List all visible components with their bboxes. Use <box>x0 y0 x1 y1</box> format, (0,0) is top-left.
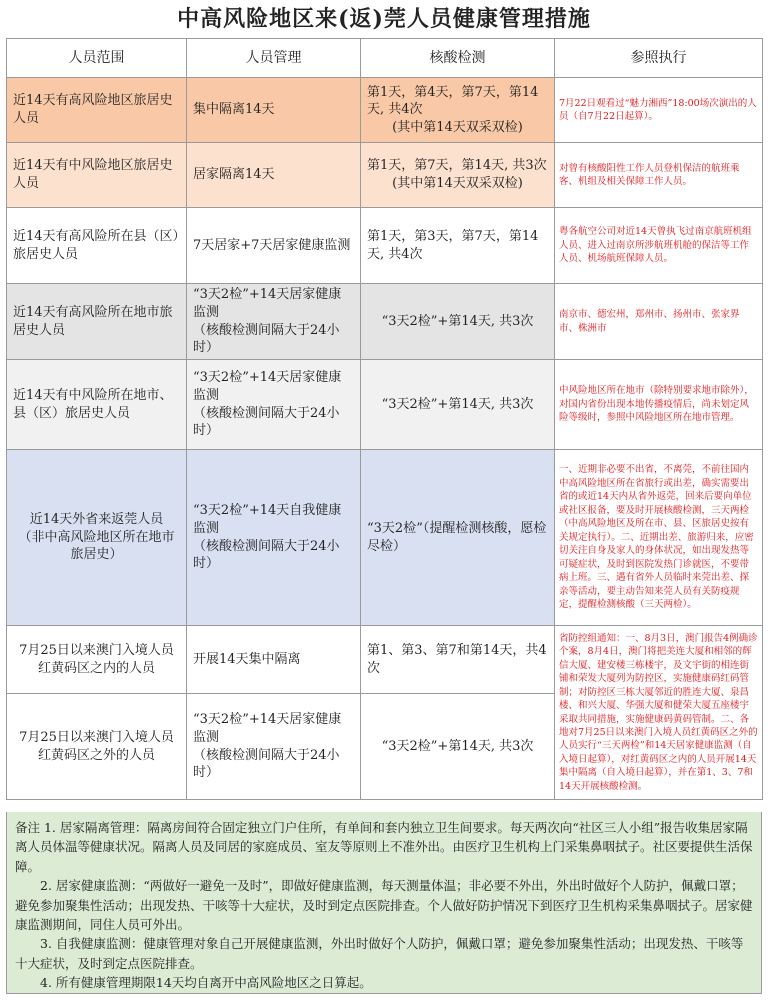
management-line: “3天2检”+14天居家健康监测 <box>193 287 342 320</box>
testing-cell: “3天2检”+第14天, 共3次 <box>361 694 555 800</box>
page-title: 中高风险地区来(返)莞人员健康管理措施 <box>177 6 591 32</box>
testing-cell: 第1、第3、第7和第14天，共4次 <box>361 626 555 694</box>
reference-cell: 南京市、德宏州，郑州市、扬州市、张家界市、株洲市 <box>555 284 763 360</box>
reference-cell: 7月22日观看过“魅力湘西”18:00场次演出的人员（自7月22日起算）。 <box>555 78 763 143</box>
testing-cell: “3天2检”（提醒检测核酸，愿检尽检） <box>361 450 555 626</box>
testing-note: (其中第14天双采双检) <box>392 176 523 191</box>
management-note: （核酸检测间隔大于24小时） <box>193 322 340 356</box>
scope-line: 近14天外省来返莞人员 <box>29 512 164 528</box>
management-cell: 居家隔离14天 <box>187 143 361 208</box>
table-row <box>7 78 763 143</box>
scope-cell: 7月25日以来澳门入境人员红黄码区之内的人员 <box>7 626 187 694</box>
management-note: （核酸检测间隔大于24小时） <box>193 747 340 781</box>
table-row <box>7 450 763 626</box>
scope-cell: 7月25日以来澳门入境人员红黄码区之外的人员 <box>7 694 187 800</box>
management-note: （核酸检测间隔大于24小时） <box>193 405 340 439</box>
notes-section <box>6 812 762 994</box>
management-cell <box>187 284 361 360</box>
management-line: “3天2检”+14天自我健康监测 <box>193 503 342 536</box>
note-item: 备注 1. 居家隔离管理：隔离房间符合固定独立门户住所，有单间和套内独立卫生间要求。每天两次向“社区三人小组”报告收集居家隔离人员体温等健康状况。隔离人员及同居的家庭成员、室友等原则上不准外出。由医疗卫生机构上门采集鼻咽拭子。社区要提供生活保障。 <box>15 820 753 874</box>
management-line: “3天2检”+14天居家健康监测 <box>193 370 342 403</box>
table-row <box>7 284 763 360</box>
reference-cell: 一、近期非必要不出省，不离莞，不前往国内中高风险地区所在省旅行或出差，确实需要出省的或近14天内从省外返莞，回来后要向单位或社区报备，要及时开展核酸检测，三天两检（中高风险地区及所在市、县、区旅居史按有关规定执行）。二、近期出差、旅游归来，应密切关注自身及家人的身体状况，如出现发热等可疑症状，及时到医院发热门诊就医，不要带病上班。三、遇有省外人员临时来莞出差、探亲等活动，要主动告知来莞人员有关防疫规定，提醒检测核酸（三天两检）。 <box>555 450 763 626</box>
note-item: 4. 所有健康管理期限14天均自离开中高风险地区之日算起。 <box>40 975 372 990</box>
reference-cell-macau: 省防控组通知：一、8月3日，澳门报告4例确诊个案，8月4日，澳门将把美连大厦和相邻的辉信大厦、建安楼三栋楼宇，及文宇街的相连街铺和荣发大厦列为防控区，实施健康码红码管制；对防控区三栋大厦邻近的胜连大厦、泉昌楼、和兴大厦、华强大厦和健荣大厦五座楼宇采取共同措施，实施健康码黄码管制。二、各地对7月25日以来澳门入境人员红黄码区之外的人员实行“三天两检”和14天居家健康监测（自入境日起算），对红黄码区之内的人员开展14天集中隔离（自入境日起算），并在第1、3、7和14天开展核酸检测。 <box>555 626 763 800</box>
reference-cell: 对曾有核酸阳性工作人员登机保洁的航班乘客、机组及相关保障工作人员。 <box>555 143 763 208</box>
testing-line: 第1天，第7天，第14天, 共3次 <box>367 158 547 174</box>
management-cell: 7天居家+7天居家健康监测 <box>187 208 361 284</box>
header-management: 人员管理 <box>187 39 361 78</box>
testing-cell <box>361 143 555 208</box>
management-cell: 集中隔离14天 <box>187 78 361 143</box>
note-item: 3. 自我健康监测：健康管理对象自己开展健康监测，外出时做好个人防护，佩戴口罩；避免参加聚集性活动；出现发热、干咳等十大症状，及时到定点医院排查。 <box>15 936 744 971</box>
header-testing: 核酸检测 <box>361 39 555 78</box>
reference-cell: 中风险地区所在地市（除特别要求地市除外），对国内省份出现本地传播疫情后，尚未划定风险等级时，参照中风险地区所在地市管理。 <box>555 360 763 450</box>
management-cell <box>187 694 361 800</box>
table-row <box>7 626 763 694</box>
management-cell <box>187 450 361 626</box>
note-item: 2. 居家健康监测：“两做好一避免一及时”，即做好健康监测，每天测量体温；非必要不外出，外出时做好个人防护，佩戴口罩；避免参加聚集性活动；出现发热、干咳等十大症状，及时到定点医院排查。个人做好防护情况下到医疗卫生机构采集鼻咽拭子。居家健康监测期间，同住人员可外出。 <box>15 878 753 932</box>
scope-cell: 近14天有高风险所在地市旅居史人员 <box>7 284 187 360</box>
scope-cell: 近14天有中风险地区旅居史人员 <box>7 143 187 208</box>
testing-cell: “3天2检”+第14天, 共3次 <box>361 284 555 360</box>
header-scope: 人员范围 <box>7 39 187 78</box>
management-cell <box>187 360 361 450</box>
testing-line: 第1天，第4天，第7天，第14天, 共4次 <box>367 84 539 118</box>
management-line: “3天2检”+14天居家健康监测 <box>193 712 342 745</box>
table-row <box>7 208 763 284</box>
table-row <box>7 360 763 450</box>
header-reference: 参照执行 <box>555 39 763 78</box>
scope-cell <box>7 450 187 626</box>
scope-cell: 近14天有中风险所在地市、县（区）旅居史人员 <box>7 360 187 450</box>
table-row <box>7 143 763 208</box>
testing-cell: 第1天，第3天，第7天，第14天, 共4次 <box>361 208 555 284</box>
testing-cell: “3天2检”+第14天, 共3次 <box>361 360 555 450</box>
scope-cell: 近14天有高风险地区旅居史人员 <box>7 78 187 143</box>
table-header-row <box>7 39 763 78</box>
measures-table <box>6 38 763 800</box>
scope-note: （非中高风险地区所在地市旅居史） <box>18 529 175 563</box>
reference-cell: 粤各航空公司对近14天曾执飞过南京航班机组人员、进入过南京所涉航班机舱的保洁等工作人员、机场航班保障人员。 <box>555 208 763 284</box>
testing-cell <box>361 78 555 143</box>
management-note: （核酸检测间隔大于24小时） <box>193 538 340 572</box>
testing-note: (其中第14天双采双检) <box>392 119 523 135</box>
management-cell: 开展14天集中隔离 <box>187 626 361 694</box>
scope-cell: 近14天有高风险所在县（区）旅居史人员 <box>7 208 187 284</box>
